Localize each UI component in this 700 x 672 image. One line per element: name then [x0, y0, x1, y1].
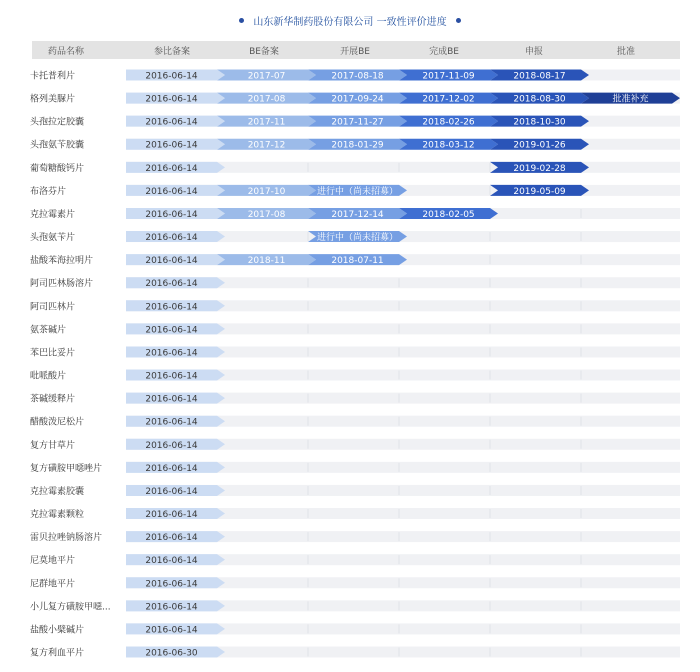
stage-label-17-0: 2016-06-14: [145, 463, 198, 474]
row-name-15: 醋酸泼尼松片: [30, 417, 85, 428]
row-name-20: 雷贝拉唑钠肠溶片: [30, 533, 103, 544]
stage-label-6-3: 2018-02-05: [422, 209, 475, 220]
stage-label-5-2: 进行中（尚未招募）: [316, 186, 399, 197]
row-name-2: 头孢拉定胶囊: [30, 117, 85, 128]
row-name-9: 阿司匹林肠溶片: [30, 279, 94, 290]
chart-title-text: 山东新华制药股份有限公司 一致性评价进度: [253, 16, 447, 28]
row-name-12: 苯巴比妥片: [30, 348, 76, 359]
row-name-7: 头孢氨苄片: [30, 233, 76, 244]
stage-label-24-0: 2016-06-14: [145, 625, 198, 636]
column-header-0: 药品名称: [47, 47, 85, 57]
row-name-6: 克拉霉素片: [30, 209, 76, 220]
stage-label-23-0: 2016-06-14: [145, 602, 198, 613]
row-name-5: 布洛芬片: [30, 186, 67, 197]
row-name-10: 阿司匹林片: [30, 302, 76, 313]
stage-label-13-0: 2016-06-14: [145, 371, 198, 382]
column-header-4: 完成BE: [429, 47, 459, 57]
stage-label-2-0: 2016-06-14: [145, 117, 198, 128]
stage-label-8-2: 2018-07-11: [331, 256, 384, 267]
row-name-4: 葡萄糖酸钙片: [30, 163, 85, 174]
row-name-8: 盐酸苯海拉明片: [30, 256, 94, 267]
row-name-17: 复方磺胺甲噁唑片: [30, 463, 103, 474]
row-name-13: 吡哌酸片: [30, 371, 67, 382]
row-name-22: 尼群地平片: [30, 579, 76, 590]
row-name-3: 头孢氨苄胶囊: [30, 140, 85, 151]
stage-label-5-4: 2019-05-09: [513, 186, 566, 197]
stage-label-15-0: 2016-06-14: [145, 417, 198, 428]
stage-label-0-0: 2016-06-14: [145, 71, 198, 82]
row-name-18: 克拉霉素胶囊: [30, 486, 85, 497]
stage-label-12-0: 2016-06-14: [145, 348, 198, 359]
stage-label-1-0: 2016-06-14: [145, 94, 198, 105]
column-header-2: BE备案: [249, 47, 279, 57]
column-header-5: 申报: [524, 47, 544, 57]
row-name-25: 复方利血平片: [30, 648, 85, 659]
row-name-24: 盐酸小檗碱片: [30, 625, 85, 636]
stage-label-0-3: 2017-11-09: [422, 71, 475, 82]
stage-label-4-4: 2019-02-28: [513, 163, 566, 174]
stage-label-14-0: 2016-06-14: [145, 394, 198, 405]
row-name-19: 克拉霉素颗粒: [30, 510, 85, 521]
stage-label-1-2: 2017-09-24: [331, 94, 384, 105]
stage-label-6-2: 2017-12-14: [331, 209, 384, 220]
row-name-14: 茶碱缓释片: [30, 394, 76, 405]
stage-label-10-0: 2016-06-14: [145, 302, 198, 313]
column-header-6: 批准: [616, 47, 636, 57]
stage-label-5-0: 2016-06-14: [145, 186, 198, 197]
stage-label-7-0: 2016-06-14: [145, 233, 198, 244]
stage-label-3-1: 2017-12: [247, 140, 286, 151]
stage-label-7-2: 进行中（尚未招募）: [316, 233, 399, 244]
stage-label-2-2: 2017-11-27: [331, 117, 384, 128]
stage-label-8-0: 2016-06-14: [145, 256, 198, 267]
row-name-11: 氨茶碱片: [30, 325, 67, 336]
stage-label-4-0: 2016-06-14: [145, 163, 198, 174]
stage-label-3-3: 2018-03-12: [422, 140, 475, 151]
stage-label-1-5: 批准补充: [612, 94, 649, 105]
stage-label-3-0: 2016-06-14: [145, 140, 198, 151]
stage-label-19-0: 2016-06-14: [145, 510, 198, 521]
row-name-23: 小儿复方磺胺甲噁...: [30, 602, 111, 613]
stage-label-3-4: 2019-01-26: [513, 140, 566, 151]
stage-label-0-1: 2017-07: [247, 71, 286, 82]
column-header-1: 参比备案: [153, 47, 191, 57]
column-header-3: 开展BE: [340, 47, 370, 57]
stage-label-1-1: 2017-08: [247, 94, 286, 105]
stage-label-9-0: 2016-06-14: [145, 279, 198, 290]
row-name-21: 尼莫地平片: [30, 556, 76, 567]
stage-label-6-1: 2017-08: [247, 209, 286, 220]
stage-label-20-0: 2016-06-14: [145, 533, 198, 544]
stage-label-6-0: 2016-06-14: [145, 209, 198, 220]
row-name-1: 格列美脲片: [30, 94, 76, 105]
stage-label-2-3: 2018-02-26: [422, 117, 475, 128]
stage-label-11-0: 2016-06-14: [145, 325, 198, 336]
stage-label-1-3: 2017-12-02: [422, 94, 475, 105]
stage-label-2-1: 2017-11: [247, 117, 286, 128]
row-name-16: 复方甘草片: [30, 440, 76, 451]
stage-label-0-4: 2018-08-17: [513, 71, 566, 82]
stage-label-18-0: 2016-06-14: [145, 486, 198, 497]
stage-label-0-2: 2017-08-18: [331, 71, 384, 82]
row-name-0: 卡托普利片: [30, 71, 76, 82]
stage-label-21-0: 2016-06-14: [145, 556, 198, 567]
stage-label-2-4: 2018-10-30: [513, 117, 566, 128]
stage-label-16-0: 2016-06-14: [145, 440, 198, 451]
stage-label-3-2: 2018-01-29: [331, 140, 384, 151]
stage-label-1-4: 2018-08-30: [513, 94, 566, 105]
stage-label-8-1: 2018-11: [247, 256, 286, 267]
stage-label-5-1: 2017-10: [247, 186, 286, 197]
stage-label-25-0: 2016-06-30: [145, 648, 198, 659]
stage-label-22-0: 2016-06-14: [145, 579, 198, 590]
